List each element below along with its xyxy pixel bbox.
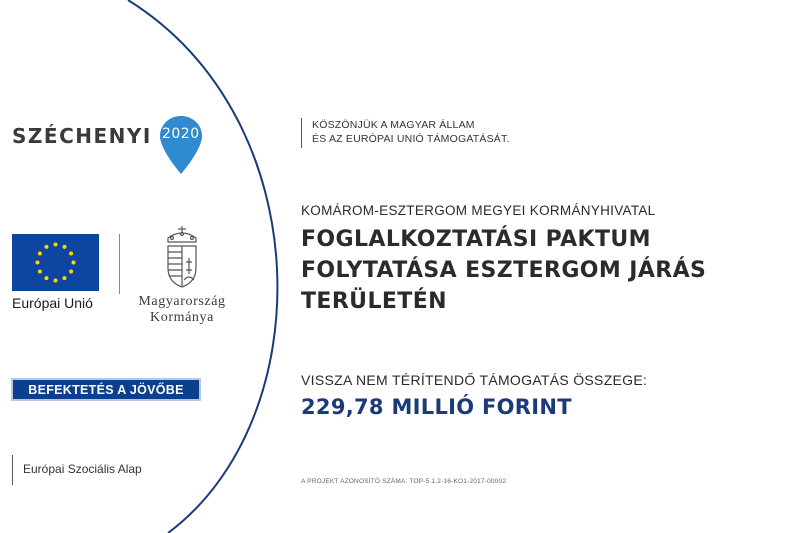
brand-year: 2020 bbox=[161, 126, 200, 142]
invest-future-badge: BEFEKTETÉS A JÖVŐBE bbox=[11, 378, 201, 401]
project-title bbox=[301, 224, 706, 317]
government-line1: Magyarország bbox=[138, 294, 226, 309]
thanks-line2: ÉS AZ EURÓPAI UNIÓ TÁMOGATÁSÁT. bbox=[312, 133, 510, 145]
title-line3: TERÜLETÉN bbox=[301, 289, 447, 314]
thanks-line1: KÖSZÖNJÜK A MAGYAR ÁLLAM bbox=[312, 119, 475, 131]
location-pin-icon bbox=[158, 114, 204, 174]
office-name: KOMÁROM-ESZTERGOM MEGYEI KORMÁNYHIVATAL bbox=[301, 203, 656, 218]
title-line2: FOLYTATÁSA ESZTERGOM JÁRÁS bbox=[301, 258, 707, 283]
fund-label: Európai Szociális Alap bbox=[12, 455, 142, 485]
government-line2: Kormánya bbox=[150, 310, 214, 325]
project-id: A PROJEKT AZONOSÍTÓ SZÁMA: TOP-5.1.2-16-KO1-2017-00002 bbox=[301, 478, 507, 485]
coat-of-arms-icon bbox=[160, 224, 204, 295]
thanks-block bbox=[301, 118, 510, 148]
szechenyi-logo bbox=[12, 106, 204, 166]
support-label: VISSZA NEM TÉRÍTENDŐ TÁMOGATÁS ÖSSZEGE: bbox=[301, 372, 648, 388]
brand-word: SZÉCHENYI bbox=[12, 124, 152, 148]
title-line1: FOGLALKOZTATÁSI PAKTUM bbox=[301, 227, 651, 252]
support-amount: 229,78 MILLIÓ FORINT bbox=[301, 395, 572, 419]
eu-flag-icon bbox=[12, 234, 99, 291]
logo-divider bbox=[119, 234, 120, 294]
eu-label: Európai Unió bbox=[12, 295, 93, 311]
